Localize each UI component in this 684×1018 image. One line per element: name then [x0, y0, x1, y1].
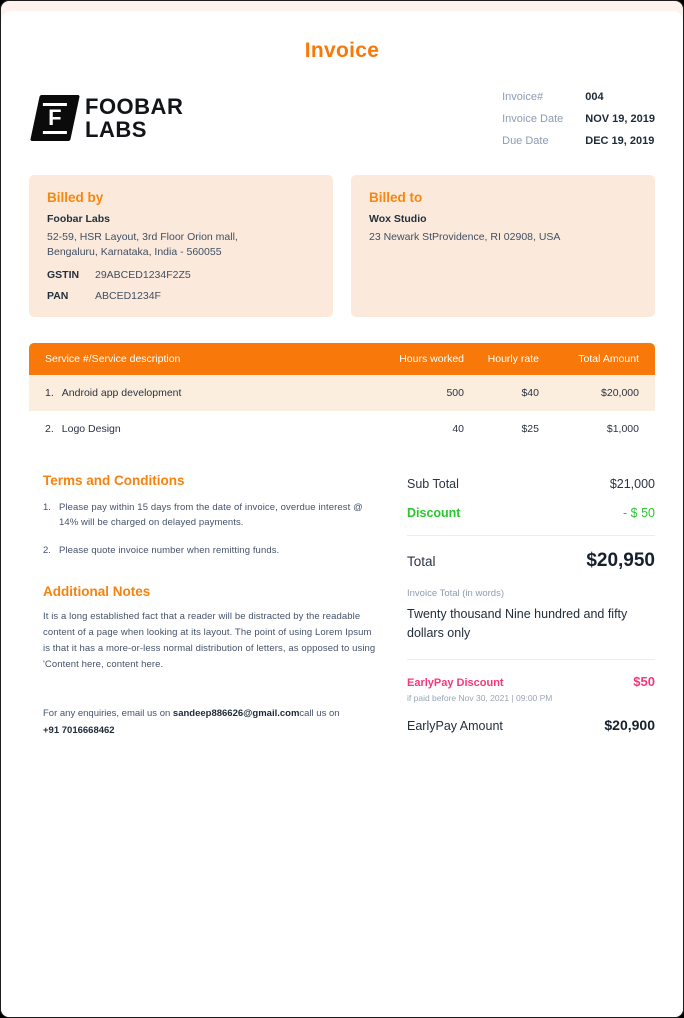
row-rate: $25	[521, 423, 539, 435]
pan-label: PAN	[47, 290, 69, 302]
invoice-meta	[502, 91, 655, 147]
service-table-header	[29, 343, 655, 375]
pan-row	[47, 290, 315, 302]
row-service-name: Android app development	[61, 387, 182, 399]
logo-letter: F	[43, 103, 67, 134]
row-service-name: Logo Design	[61, 423, 121, 435]
notes-heading: Additional Notes	[43, 584, 151, 599]
notes-body: It is a long established fact that a reader will be distracted by the readable content of a page when looking at its layout. The point of using Lorem Ipsum is that it has a more-or-less normal distribution of letters, as opposed to using 'Content here, content here.	[43, 611, 376, 670]
pan-value: ABCED1234F	[95, 290, 161, 302]
gstin-value: 29ABCED1234F2Z5	[95, 269, 191, 281]
invoice-date-label: Invoice Date	[502, 113, 564, 125]
earlypay-discount-row	[407, 674, 655, 689]
earlypay-amount-value: $20,900	[604, 717, 655, 733]
logo-text	[85, 95, 183, 141]
company-logo	[29, 89, 183, 147]
header-description: Service #/Service description	[45, 353, 181, 365]
header-amount: Total Amount	[578, 353, 639, 365]
total-label: Total	[407, 554, 436, 569]
earlypay-discount-label: EarlyPay Discount	[407, 677, 504, 689]
billed-to-box	[351, 175, 655, 317]
earlypay-amount-row	[407, 717, 655, 733]
billed-to-name: Wox Studio	[369, 213, 427, 225]
total-row	[407, 550, 655, 572]
billed-by-heading: Billed by	[47, 190, 104, 205]
discount-row	[407, 506, 655, 520]
invoice-card	[1, 11, 683, 1017]
header-rate: Hourly rate	[487, 353, 539, 365]
gstin-label: GSTIN	[47, 269, 80, 281]
due-date-value: DEC 19, 2019	[585, 135, 655, 147]
left-column	[29, 473, 381, 739]
contact-middle: call us on	[299, 708, 340, 719]
row-index: 2.	[45, 423, 54, 435]
terms-list	[43, 500, 381, 558]
list-item	[43, 543, 381, 558]
logo-line2: LABS	[85, 117, 147, 142]
row-hours: 500	[446, 387, 464, 399]
term-text: Please pay within 15 days from the date of invoice, overdue interest @ 14% will be charged on delayed payments.	[58, 502, 363, 528]
row-amount: $20,000	[601, 387, 639, 399]
header-hours: Hours worked	[399, 353, 464, 365]
invoice-header	[29, 89, 655, 147]
discount-label: Discount	[407, 506, 461, 520]
billed-by-box	[29, 175, 333, 317]
subtotal-label: Sub Total	[407, 477, 459, 491]
logo-mark-icon	[30, 95, 80, 141]
billed-to-address-1: 23 Newark StProvidence, RI 02908, USA	[369, 231, 561, 243]
row-amount: $1,000	[606, 423, 639, 435]
subtotal-row	[407, 477, 655, 491]
due-date-label: Due Date	[502, 135, 549, 147]
row-description	[45, 423, 364, 435]
contact-prefix: For any enquiries, email us on	[43, 708, 173, 719]
earlypay-note: if paid before Nov 30, 2021 | 09:00 PM	[407, 693, 553, 703]
additional-notes	[43, 584, 381, 673]
gstin-row	[47, 269, 315, 281]
bottom-section	[29, 473, 655, 739]
discount-value: - $ 50	[623, 506, 655, 520]
service-table	[29, 343, 655, 447]
billed-by-address-1: 52-59, HSR Layout, 3rd Floor Orion mall,	[47, 231, 238, 243]
invoice-date-value: NOV 19, 2019	[585, 113, 655, 125]
contact-phone: +91 7016668462	[43, 725, 115, 736]
summary-column	[407, 473, 655, 739]
earlypay-amount-label: EarlyPay Amount	[407, 719, 503, 733]
contact-info	[43, 705, 381, 739]
list-item	[43, 500, 381, 530]
contact-email: sandeep886626@gmail.com	[172, 708, 300, 719]
total-in-words-label: Invoice Total (in words)	[407, 588, 504, 599]
row-index: 1.	[45, 387, 54, 399]
term-number: 2.	[43, 545, 51, 556]
billed-section	[29, 175, 655, 317]
row-hours: 40	[452, 423, 464, 435]
term-text: Please quote invoice number when remitting funds.	[58, 545, 280, 556]
total-value: $20,950	[586, 550, 655, 571]
term-number: 1.	[43, 502, 51, 513]
subtotal-value: $21,000	[609, 477, 655, 491]
row-description	[45, 387, 364, 399]
billed-by-name: Foobar Labs	[47, 213, 111, 225]
invoice-number-label: Invoice#	[502, 91, 544, 103]
table-row	[29, 411, 655, 447]
total-in-words: Twenty thousand Nine hundred and fifty dollars only	[407, 607, 628, 640]
row-rate: $40	[521, 387, 539, 399]
summary-divider	[407, 535, 655, 536]
terms-heading: Terms and Conditions	[43, 473, 185, 488]
page-title: Invoice	[304, 39, 380, 62]
billed-to-heading: Billed to	[369, 190, 423, 205]
table-row	[29, 375, 655, 411]
summary-divider	[407, 659, 655, 660]
logo-line1: FOOBAR	[85, 94, 184, 119]
invoice-number-value: 004	[585, 91, 604, 103]
billed-by-address-2: Bengaluru, Karnataka, India - 560055	[47, 246, 222, 258]
earlypay-discount-value: $50	[633, 674, 655, 689]
